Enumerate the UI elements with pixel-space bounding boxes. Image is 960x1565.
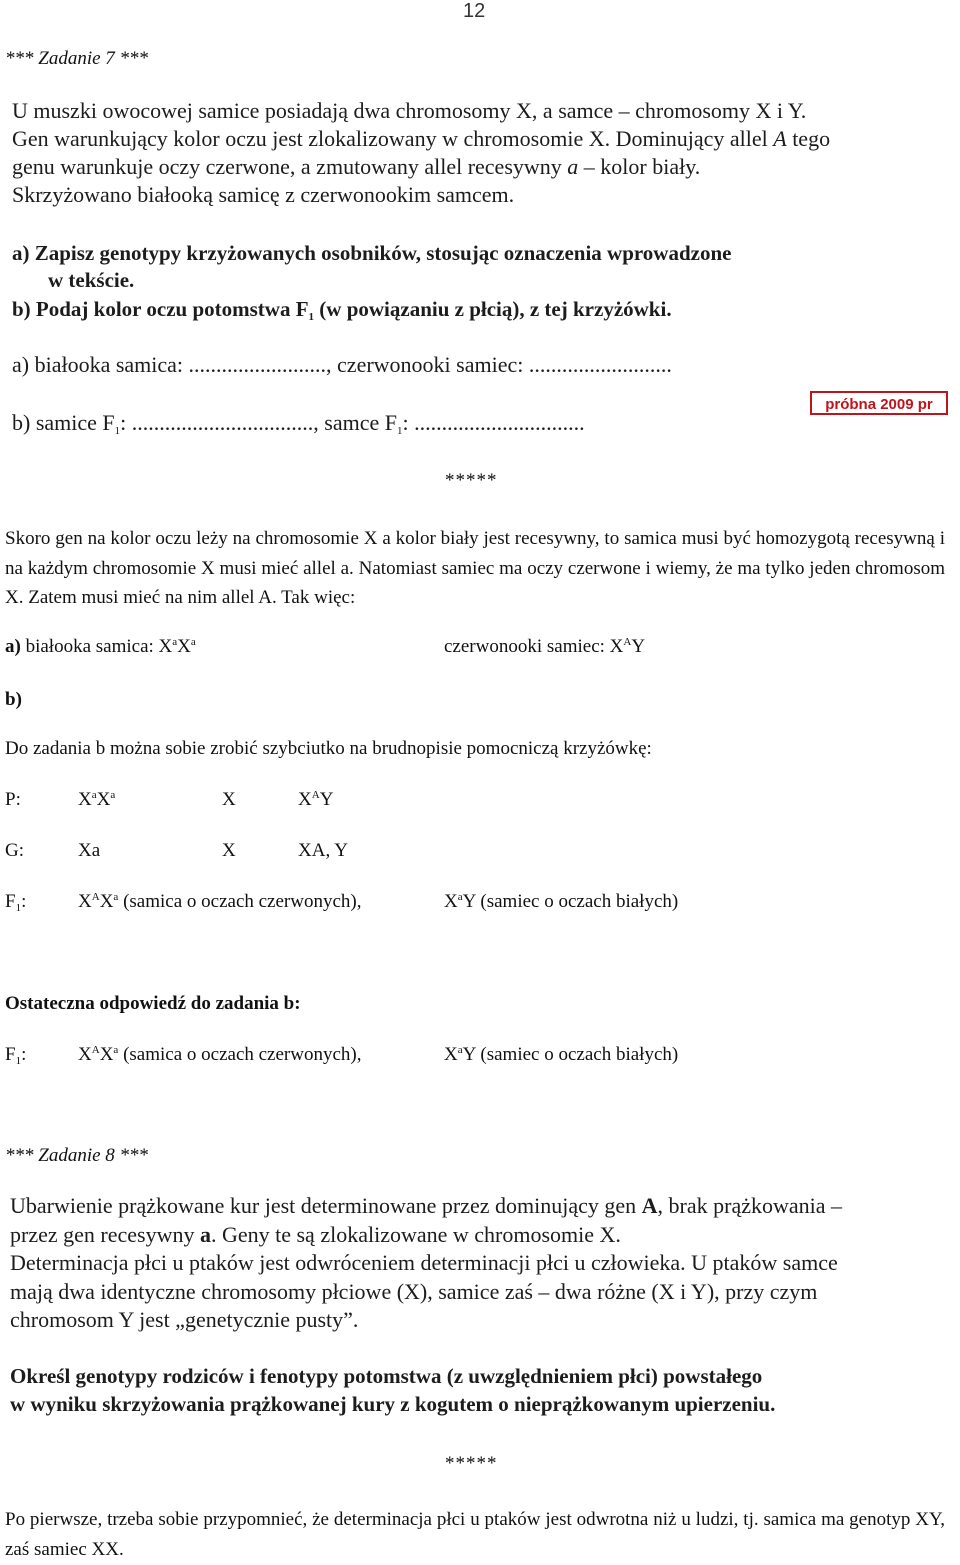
cross-p-female: $X^aX^a$ — [78, 789, 116, 810]
task7-question-a-line-1: a) Zapisz genotypy krzyżowanych osobników, stosując oznaczenia wprowadzone — [12, 241, 732, 265]
task7-question-a-line-2: w tekście. — [48, 268, 135, 292]
exam-stamp: próbna 2009 pr — [810, 391, 948, 415]
answer-a-female: a) białooka samica: $X^aX^a$ — [5, 636, 196, 657]
cross-g-female: Xa — [78, 840, 101, 861]
cross-g-x: X — [222, 840, 236, 861]
final-f1-female: $X^AX^a$ (samica o oczach czerwonych), — [78, 1044, 362, 1065]
final-f1-label: $F_1$: — [5, 1044, 27, 1067]
cross-intro: Do zadania b można sobie zrobić szybciutko na brudnopisie pomocniczą krzyżówkę: — [5, 738, 652, 759]
task8-question-line-2: w wyniku skrzyżowania prążkowanej kury z kogutem o nieprążkowanym upierzeniu. — [10, 1392, 776, 1416]
final-answer-heading: Ostateczna odpowiedź do zadania b: — [5, 993, 301, 1014]
task7-scan-line-2: Gen warunkujący kolor oczu jest zlokalizowany w chromosomie X. Dominujący allel A tego — [12, 126, 831, 151]
task7-scan-line-3: genu warunkuje oczy czerwone, a zmutowany allel recesywny a – kolor biały. — [12, 154, 701, 179]
task8-heading: *** Zadanie 8 *** — [5, 1145, 149, 1166]
cross-g-male: XA, Y — [298, 840, 348, 861]
cross-g-label: G: — [5, 840, 24, 861]
task7-separator: ***** — [445, 470, 498, 491]
answer-a-male: czerwonooki samiec: $X^AY$ — [444, 636, 646, 657]
cross-f1-male: $X^aY$ (samiec o oczach białych) — [444, 891, 679, 912]
task8-separator: ***** — [445, 1453, 498, 1474]
task8-scan-line-1: Ubarwienie prążkowane kur jest determinowane przez dominujący gen A, brak prążkowania – — [10, 1193, 843, 1218]
task8-scan-line-3: Determinacja płci u ptaków jest odwróceniem determinacji płci u człowieka. U ptaków samce — [10, 1250, 838, 1275]
task7-answer-line-a: a) białooka samica: ........................., czerwonooki samiec: .......................... — [12, 352, 672, 377]
task7-answer-line-b: b) samice $F_1$: ................................., samce $F_1$: ............................... — [12, 410, 585, 437]
task7-explanation: Skoro gen na kolor oczu leży na chromosomie X a kolor biały jest recesywny, to samica musi być homozygotą recesywną i na każdym chromosomie X musi mieć allel a. Natomiast samiec ma oczy czerwone i wiemy, że ma tylko jeden chromosom X. Zatem musi mieć na nim allel A. Tak więc: — [5, 528, 945, 608]
task8-scan-line-2: przez gen recesywny a. Geny te są zlokalizowane w chromosomie X. — [10, 1222, 621, 1247]
task8-question-line-1: Określ genotypy rodziców i fenotypy potomstwa (z uwzględnieniem płci) powstałego — [10, 1364, 763, 1388]
task7-scan-line-4: Skrzyżowano białooką samicę z czerwonookim samcem. — [12, 182, 515, 207]
task7-question-b: b) Podaj kolor oczu potomstwa $F_1$ (w powiązaniu z płcią), z tej krzyżówki. — [12, 297, 672, 323]
cross-f1-female: $X^AX^a$ (samica o oczach czerwonych), — [78, 891, 362, 912]
task8-scan-line-4: mają dwa identyczne chromosomy płciowe (X), samice zaś – dwa różne (X i Y), przy czym — [10, 1279, 818, 1304]
cross-p-male: $X^AY$ — [298, 789, 334, 810]
task8-scan-line-5: chromosom Y jest „genetycznie pusty”. — [10, 1307, 359, 1332]
final-f1-male: $X^aY$ (samiec o oczach białych) — [444, 1044, 679, 1065]
cross-p-x: X — [222, 789, 236, 810]
answer-b-label: b) — [5, 689, 22, 710]
cross-p-label: P: — [5, 789, 21, 810]
task7-heading: *** Zadanie 7 *** — [5, 48, 149, 69]
page-number: 12 — [463, 0, 486, 22]
task7-scan-line-1: U muszki owocowej samice posiadają dwa chromosomy X, a samce – chromosomy X i Y. — [12, 98, 807, 123]
task8-explanation: Po pierwsze, trzeba sobie przypomnieć, że determinacja płci u ptaków jest odwrotna niż u ludzi, tj. samica ma genotyp XY, zaś samiec XX. — [5, 1509, 945, 1560]
cross-f1-label: $F_1$: — [5, 891, 27, 914]
